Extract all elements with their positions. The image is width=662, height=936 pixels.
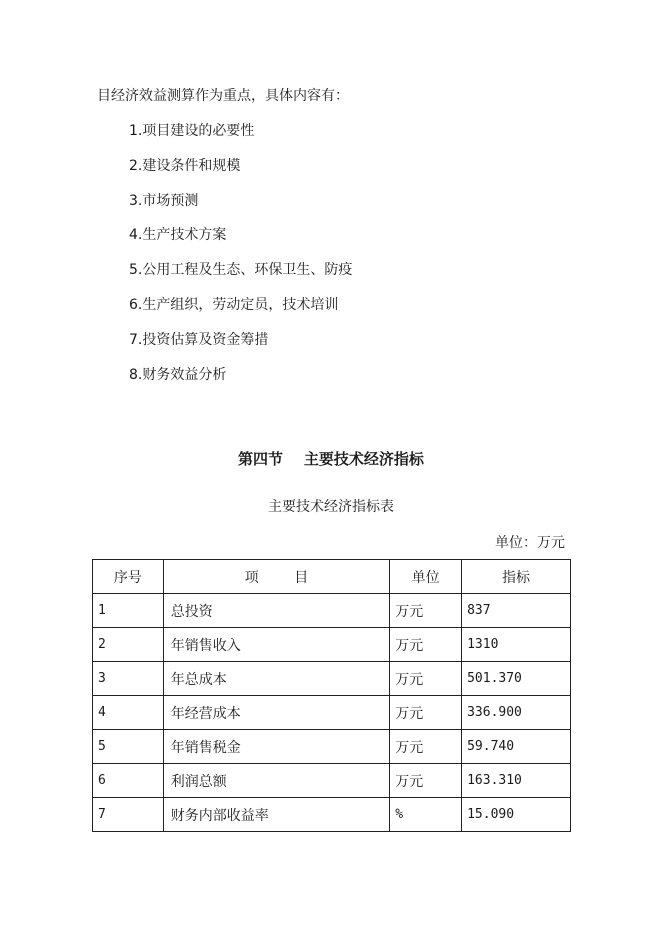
list-item: 6.生产组织，劳动定员，技术培训 bbox=[129, 296, 339, 313]
table-row bbox=[93, 730, 571, 764]
table-title: 主要技术经济指标表 bbox=[268, 499, 394, 515]
table-row bbox=[93, 594, 571, 628]
table-row bbox=[93, 696, 571, 730]
cell-no: 6 bbox=[93, 764, 164, 798]
header-cell-no: 序号 bbox=[93, 560, 164, 594]
cell-unit: 万元 bbox=[390, 662, 462, 696]
list-item: 3.市场预测 bbox=[129, 192, 199, 209]
cell-value: 163.310 bbox=[462, 764, 571, 798]
table-header-row bbox=[93, 560, 571, 594]
header-cell-unit: 单位 bbox=[390, 560, 462, 594]
table-row bbox=[93, 662, 571, 696]
table-row bbox=[93, 628, 571, 662]
unit-note: 单位：万元 bbox=[495, 535, 565, 551]
cell-value: 15.090 bbox=[462, 798, 571, 832]
cell-unit: 万元 bbox=[390, 764, 462, 798]
cell-no: 4 bbox=[93, 696, 164, 730]
cell-no: 1 bbox=[93, 594, 164, 628]
cell-item: 总投资 bbox=[163, 594, 389, 628]
list-item: 1.项目建设的必要性 bbox=[129, 123, 255, 139]
cell-no: 7 bbox=[93, 798, 164, 832]
table-row bbox=[93, 764, 571, 798]
cell-item: 年销售税金 bbox=[163, 730, 389, 764]
cell-value: 1310 bbox=[462, 628, 571, 662]
cell-item: 利润总额 bbox=[163, 764, 389, 798]
cell-value: 336.900 bbox=[462, 696, 571, 730]
list-item: 8.财务效益分析 bbox=[129, 366, 227, 383]
cell-item: 年总成本 bbox=[163, 662, 389, 696]
section-title: 第四节 主要技术经济指标 bbox=[238, 450, 424, 468]
cell-value: 501.370 bbox=[462, 662, 571, 696]
header-cell-value: 指标 bbox=[462, 560, 571, 594]
cell-item: 财务内部收益率 bbox=[163, 798, 389, 832]
cell-unit: 万元 bbox=[390, 594, 462, 628]
indicators-table bbox=[92, 559, 571, 832]
cell-value: 837 bbox=[462, 594, 571, 628]
list-item: 4.生产技术方案 bbox=[129, 227, 227, 244]
cell-unit: 万元 bbox=[390, 628, 462, 662]
content-list bbox=[129, 120, 352, 398]
list-item: 5.公用工程及生态、环保卫生、防疫 bbox=[129, 262, 353, 279]
cell-value: 59.740 bbox=[462, 730, 571, 764]
list-item: 7.投资估算及资金筹措 bbox=[129, 331, 269, 348]
cell-unit: 万元 bbox=[390, 696, 462, 730]
header-cell-item: 项 目 bbox=[163, 560, 389, 594]
cell-no: 2 bbox=[93, 628, 164, 662]
table-row bbox=[93, 798, 571, 832]
intro-text: 目经济效益测算作为重点，具体内容有： bbox=[97, 88, 349, 104]
cell-no: 5 bbox=[93, 730, 164, 764]
list-item: 2.建设条件和规模 bbox=[129, 157, 241, 174]
cell-unit: % bbox=[390, 798, 462, 832]
cell-item: 年销售收入 bbox=[163, 628, 389, 662]
cell-item: 年经营成本 bbox=[163, 696, 389, 730]
cell-no: 3 bbox=[93, 662, 164, 696]
cell-unit: 万元 bbox=[390, 730, 462, 764]
